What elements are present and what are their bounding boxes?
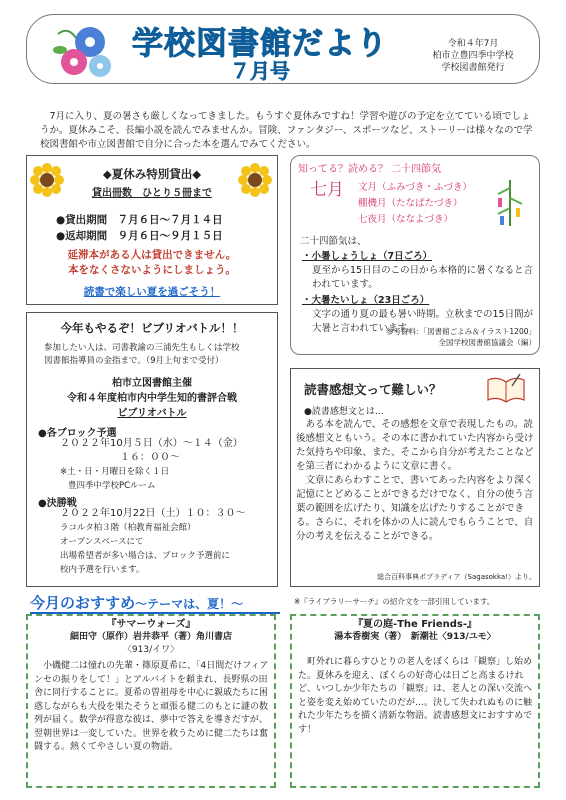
intro-paragraph: 7月に入り、夏の暑さも厳しくなってきました。もうすぐ夏休みですね！学習や遊びの予定を立てている頃でしょうか。夏休みこそ、長編小説を読んでみませんか。冒険、ファンタジー、スポーツなど、ストーリーは様々なので学校図書館や市立図書館で自分に合った本を選んでみてください。 (40, 111, 533, 150)
tanabata-bamboo-icon (490, 178, 530, 228)
block-line: ※土・日・月曜日を除く１日 (60, 467, 170, 477)
block-details (60, 437, 275, 493)
sekki-term: ・小暑しょうしょ（7日ごろ） (302, 251, 433, 262)
issue-month: ７月号 (230, 59, 290, 83)
essay-paragraph: 文章にあらわすことで、書いてあった内容をより深く記憶にとどめることができるだけでなく、自分の使う言葉の範囲を広げたり、知識を広げたりすることができる。さらに、それを体かの人に読んでもらうことで、自分の考えを伝えることができる。 (296, 475, 534, 542)
recommend-heading (30, 592, 243, 613)
book-description: 町外れに暮らすひとりの老人をぼくらは「観察」し始めた。夏休みを迎え、ぼくらの好奇心は日ごと高まるけれど、いつしか少年たちの「観察」は、老人との深い交流へと姿を変え始めていたのだが…。決して失われぬものに触れた少年たちを描く清新な物語。読書感想文におすすめです！ (298, 657, 533, 735)
final-details (60, 507, 275, 577)
final-heading: ●決勝戦 (38, 498, 77, 509)
month-names-list (358, 180, 472, 228)
month-name: 七月 (310, 180, 344, 200)
source-line: 参考資料：「図書館ごよみ＆イラスト1200」 (385, 327, 536, 336)
intro-line: 図書館指導員の金指まで。（9月上旬まで受付） (44, 356, 224, 366)
essay-title: 読書感想文って難しい？ (304, 382, 442, 397)
school-name: 柏市立豊四季中学校 (432, 51, 514, 61)
final-line: 校内予選を行います。 (60, 565, 145, 575)
sekki-heading: 知ってる？読める？ 二十四節気 (298, 164, 442, 175)
month-kanji: 七夜月 (358, 214, 387, 225)
biblio-organizer (30, 376, 274, 421)
lending-notes (30, 248, 274, 278)
issuer-info (423, 38, 523, 74)
month-kanji: 文月 (358, 182, 378, 193)
organizer-line: 柏市立図書館主催 (112, 378, 192, 389)
sekki-lead: 二十四節気は、 (300, 236, 367, 247)
sekki-term: ・大暑たいしょ（23日ごろ） (302, 295, 430, 306)
book-header (294, 618, 536, 644)
block-line: ２０２２年10月５日（水）～１４（金） (60, 438, 243, 449)
biblio-battle-title: 今年もやるぞ！ビブリオバトル！！ (60, 321, 244, 335)
month-reading: （たなばたづき） (386, 198, 463, 209)
return-period: ●返却期間 ９月６日～９月１５日 (56, 230, 223, 242)
book-credit: 湯本香樹実（著） 新潮社〈913/ユモ〉 (334, 632, 496, 642)
month-reading: （ななよづき） (386, 214, 454, 225)
block-line: １６：００～ (120, 452, 180, 463)
organizer-line: ビブリオバトル (117, 408, 187, 419)
publisher: 学校図書館発行 (441, 63, 505, 73)
sunflower-icon (30, 163, 64, 197)
essay-body (296, 418, 536, 544)
month-reading: （ふみづき・ふづき） (377, 182, 472, 193)
sekki-desc: 夏至から15日目のこの日から本格的に暑くなると言われています。 (312, 265, 534, 290)
book-title: 『夏の庭-The Friends-』 (352, 619, 478, 630)
intro-line: 参加したい人は、司書教諭の三浦先生もしくは学校 (44, 343, 240, 353)
final-line: ２０２２年10月22日（土）１０：３０～ (60, 508, 246, 519)
book-credit: 細田守（原作）岩井恭平（著）角川書店 (69, 632, 232, 642)
month-kanji: 棚機月 (358, 198, 387, 209)
issue-date: 令和４年7月 (447, 39, 499, 49)
block-line: 豊四季中学校PCルーム (68, 481, 156, 491)
recommend-theme: ～テーマは、夏！～ (135, 597, 244, 611)
note-lost-books: 本をなくさないようにしましょう。 (68, 264, 236, 276)
biblio-intro (44, 342, 274, 368)
newsletter-title: 学校図書館だより (132, 26, 388, 62)
source-line: 全国学校図書館協議会（編） (438, 338, 536, 347)
book-title: 『サマーウォーズ』 (106, 619, 196, 630)
recommend-title: 今月のおすすめ (30, 594, 136, 612)
lending-limit: 貸出冊数 ひとり５冊まで (92, 188, 212, 199)
sunflower-icon (238, 163, 272, 197)
final-line: オープンスペースにて (60, 537, 144, 547)
final-line: ラコルタ柏３階（柏教育福祉会館） (60, 523, 196, 533)
essay-lead: ●読書感想文とは… (304, 407, 384, 417)
block-heading: ●各ブロック予選 (38, 428, 117, 439)
summer-lending-title: ◆夏休み特別貸出◆ (102, 167, 202, 181)
organizer-line: 令和４年度柏市内中学生知的書評合戦 (67, 393, 237, 404)
reading-slogan: 読書で楽しい夏を過ごそう！ (83, 286, 221, 298)
recommend-note: ※『ライブラリーサーチ』の紹介文を一部引用しています。 (294, 597, 495, 606)
sekki-desc: 文字の通り夏の最も暑い時期。立秋までの15日間が大暑と言われています。 (312, 309, 534, 334)
intro-text (40, 110, 540, 152)
essay-source: 総合百科事典ポプラディア（Sagasokka!）より。 (377, 573, 536, 581)
book-description: 小磯健二は憧れの先輩・篠原夏希に、「4日間だけフィアンセの振りをして！」とアルバイトを頼まれ、長野県の田舎に同行することに。夏希の曽祖母を中心に親戚たちに困惑しながらも大役を果たそうと頑張る健二のもとに謎の数列が届く。数学が得意な彼は、夢中で答えを導きだすが、翌朝世界は一変していた。世界を救うために健二たちは奮闘する。熱くてやさしい夏の物語。 (34, 661, 269, 752)
morning-glory-icon (40, 20, 120, 82)
open-book-icon (484, 372, 528, 404)
lending-period: ●貸出期間 ７月６日～７月１４日 (56, 214, 223, 226)
essay-paragraph: ある本を読んで、その感想を文章で表現したもの。読後感想文ともいう。その本に書かれていた内容から受けた気持ちや印象、また、そこから自分が考えたことなどを第三者にわかるように文章に書く。 (296, 419, 534, 472)
final-line: 出場希望者が多い場合は、ブロック予選前に (60, 551, 230, 561)
lending-periods (56, 212, 223, 244)
sekki-source (300, 326, 536, 348)
sekki-items (302, 250, 534, 336)
book-call-number: 〈913/イワ〉 (122, 645, 180, 655)
book-header (30, 618, 272, 657)
note-overdue: 延滞本がある人は貸出できません。 (67, 249, 237, 261)
